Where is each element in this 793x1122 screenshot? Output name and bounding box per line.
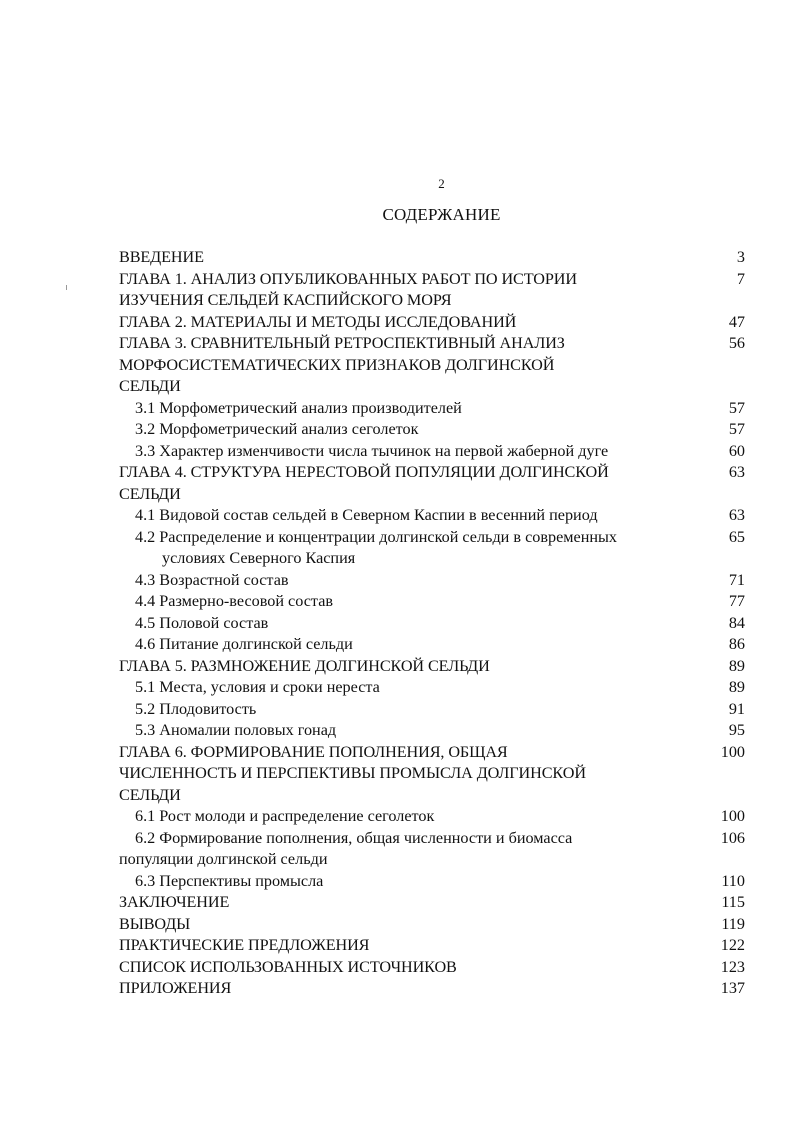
- toc-entry-page: 56: [728, 334, 745, 352]
- toc-entry-title: [119, 656, 695, 678]
- toc-entry: [119, 871, 745, 893]
- toc-entry-title: [119, 677, 695, 699]
- toc-entry: [119, 591, 745, 613]
- scan-mark: [66, 285, 67, 290]
- toc-entry-page: 65: [728, 527, 745, 546]
- toc-entry-title: [119, 312, 695, 334]
- toc-entry: [119, 312, 745, 334]
- toc-entry: [119, 699, 745, 721]
- toc-entry: [119, 957, 745, 979]
- toc-entry-line: ГЛАВА 4. СТРУКТУРА НЕРЕСТОВОЙ ПОПУЛЯЦИИ ДОЛГИНСКОЙ: [119, 463, 609, 481]
- toc-entry: [119, 613, 745, 635]
- toc-entry-title: [119, 570, 695, 592]
- toc-entry-line: ГЛАВА 2. МАТЕРИАЛЫ И МЕТОДЫ ИССЛЕДОВАНИЙ: [119, 312, 517, 331]
- toc-entry-title: [119, 591, 695, 613]
- toc-entry-page: 3: [736, 248, 745, 266]
- toc-entry-page: 110: [721, 871, 745, 890]
- toc-entry-line: ВЫВОДЫ: [119, 914, 191, 933]
- table-of-contents: [119, 247, 745, 1000]
- toc-entry-title: [119, 333, 695, 398]
- toc-entry-line: популяции долгинской сельди: [119, 850, 328, 868]
- toc-entry-page: 100: [720, 807, 745, 825]
- toc-entry-line: условиях Северного Каспия: [162, 549, 356, 567]
- toc-entry: [119, 634, 745, 656]
- toc-entry-line: ГЛАВА 6. ФОРМИРОВАНИЕ ПОПОЛНЕНИЯ, ОБЩАЯ: [119, 742, 508, 761]
- toc-entry-line: 4.3 Возрастной состав: [135, 570, 289, 589]
- toc-entry-title: [119, 914, 695, 936]
- page-title: СОДЕРЖАНИЕ: [382, 205, 501, 224]
- toc-entry-line: 4.2 Распределение и концентрации долгинской сельди в современных: [135, 527, 618, 546]
- toc-entry-page: 91: [728, 699, 745, 718]
- toc-entry-title: [119, 505, 695, 527]
- toc-entry-line: ГЛАВА 1. АНАЛИЗ ОПУБЛИКОВАННЫХ РАБОТ ПО ИСТОРИИ: [119, 269, 577, 288]
- toc-entry-page: 86: [728, 635, 745, 653]
- toc-entry-line: МОРФОСИСТЕМАТИЧЕСКИХ ПРИЗНАКОВ ДОЛГИНСКОЙ: [119, 355, 555, 374]
- toc-entry: [119, 441, 745, 463]
- toc-entry-page: 115: [721, 893, 745, 911]
- toc-entry-line: 6.1 Рост молоди и распределение сеголеток: [135, 807, 435, 825]
- toc-entry-line: 5.3 Аномалии половых гонад: [135, 721, 337, 739]
- toc-entry-line: 3.3 Характер изменчивости числа тычинок на первой жаберной дуге: [135, 441, 609, 460]
- toc-entry-line: 5.2 Плодовитость: [135, 699, 257, 718]
- toc-entry-title: [119, 806, 695, 828]
- toc-entry-title: [119, 269, 695, 312]
- page-number: 2: [438, 176, 445, 191]
- toc-entry: [119, 505, 745, 527]
- toc-entry: [119, 462, 745, 505]
- toc-entry: [119, 247, 745, 269]
- toc-entry-line: ГЛАВА 5. РАЗМНОЖЕНИЕ ДОЛГИНСКОЙ СЕЛЬДИ: [119, 656, 490, 675]
- toc-entry-line: 6.3 Перспективы промысла: [135, 871, 324, 890]
- toc-entry-title: [119, 892, 695, 914]
- toc-entry-page: 89: [728, 656, 745, 675]
- toc-entry-page: 77: [728, 592, 745, 610]
- toc-entry-page: 7: [736, 269, 745, 288]
- toc-entry-title: [119, 935, 695, 957]
- toc-entry: [119, 656, 745, 678]
- toc-entry: [119, 419, 745, 441]
- toc-entry-page: 123: [720, 957, 745, 976]
- toc-entry-line: ГЛАВА 3. СРАВНИТЕЛЬНЫЙ РЕТРОСПЕКТИВНЫЙ АНАЛИЗ: [119, 334, 565, 352]
- toc-entry-line: ИЗУЧЕНИЯ СЕЛЬДЕЙ КАСПИЙСКОГО МОРЯ: [119, 291, 452, 309]
- toc-entry: [119, 527, 745, 570]
- toc-entry-title: [119, 871, 695, 893]
- toc-entry-line: СПИСОК ИСПОЛЬЗОВАННЫХ ИСТОЧНИКОВ: [119, 957, 457, 976]
- toc-entry-line: 4.4 Размерно-весовой состав: [135, 592, 334, 610]
- toc-entry: [119, 828, 745, 871]
- toc-entry: [119, 269, 745, 312]
- toc-entry-line: ВВЕДЕНИЕ: [119, 248, 204, 266]
- toc-entry: [119, 398, 745, 420]
- toc-entry-title: [119, 441, 695, 463]
- toc-entry-title: [119, 699, 695, 721]
- toc-entry-title: [119, 742, 695, 807]
- toc-entry-line: 5.1 Места, условия и сроки нереста: [135, 678, 380, 696]
- toc-entry: [119, 720, 745, 742]
- toc-entry-page: 63: [728, 506, 745, 524]
- toc-entry-line: СЕЛЬДИ: [119, 377, 181, 395]
- toc-entry-page: 60: [728, 441, 745, 460]
- toc-entry-line: СЕЛЬДИ: [119, 484, 181, 503]
- toc-entry-page: 63: [728, 463, 745, 481]
- toc-entry-page: 89: [728, 678, 745, 696]
- toc-entry-page: 57: [728, 420, 745, 438]
- toc-entry: [119, 978, 745, 1000]
- toc-entry-line: 3.2 Морфометрический анализ сеголеток: [135, 420, 419, 438]
- toc-entry-page: 119: [721, 914, 745, 933]
- toc-entry-page: 84: [728, 613, 745, 632]
- toc-entry-line: ЗАКЛЮЧЕНИЕ: [119, 893, 230, 911]
- toc-entry-title: [119, 462, 695, 505]
- toc-entry-line: 3.1 Морфометрический анализ производителей: [135, 398, 462, 417]
- toc-entry-page: 122: [720, 936, 745, 954]
- toc-entry: [119, 333, 745, 398]
- toc-entry-page: 100: [720, 742, 745, 761]
- toc-entry-line: 4.5 Половой состав: [135, 613, 269, 632]
- toc-entry: [119, 677, 745, 699]
- toc-entry-title: [119, 720, 695, 742]
- toc-entry-title: [119, 247, 695, 269]
- toc-entry-title: [119, 527, 695, 570]
- toc-entry-title: [119, 957, 695, 979]
- toc-entry-line: ПРИЛОЖЕНИЯ: [119, 979, 232, 997]
- toc-entry-title: [119, 828, 695, 871]
- toc-entry-line: ЧИСЛЕННОСТЬ И ПЕРСПЕКТИВЫ ПРОМЫСЛА ДОЛГИНСКОЙ: [119, 764, 586, 782]
- toc-entry-title: [119, 634, 695, 656]
- toc-entry-page: 137: [720, 979, 745, 997]
- toc-entry-title: [119, 398, 695, 420]
- toc-entry-page: 57: [728, 398, 745, 417]
- toc-entry: [119, 935, 745, 957]
- toc-entry-line: ПРАКТИЧЕСКИЕ ПРЕДЛОЖЕНИЯ: [119, 936, 370, 954]
- toc-entry: [119, 806, 745, 828]
- toc-entry: [119, 892, 745, 914]
- toc-entry-page: 106: [720, 828, 745, 847]
- toc-entry-line: СЕЛЬДИ: [119, 785, 181, 804]
- toc-entry: [119, 914, 745, 936]
- toc-entry-line: 6.2 Формирование пополнения, общая численности и биомасса: [135, 828, 573, 847]
- toc-entry-title: [119, 978, 695, 1000]
- toc-entry-line: 4.6 Питание долгинской сельди: [135, 635, 353, 653]
- toc-entry-page: 71: [728, 570, 745, 589]
- toc-entry-title: [119, 613, 695, 635]
- toc-entry: [119, 742, 745, 807]
- toc-entry-line: 4.1 Видовой состав сельдей в Северном Каспии в весенний период: [135, 506, 598, 524]
- toc-entry: [119, 570, 745, 592]
- toc-entry-title: [119, 419, 695, 441]
- toc-entry-page: 47: [728, 312, 745, 331]
- toc-entry-page: 95: [728, 721, 745, 739]
